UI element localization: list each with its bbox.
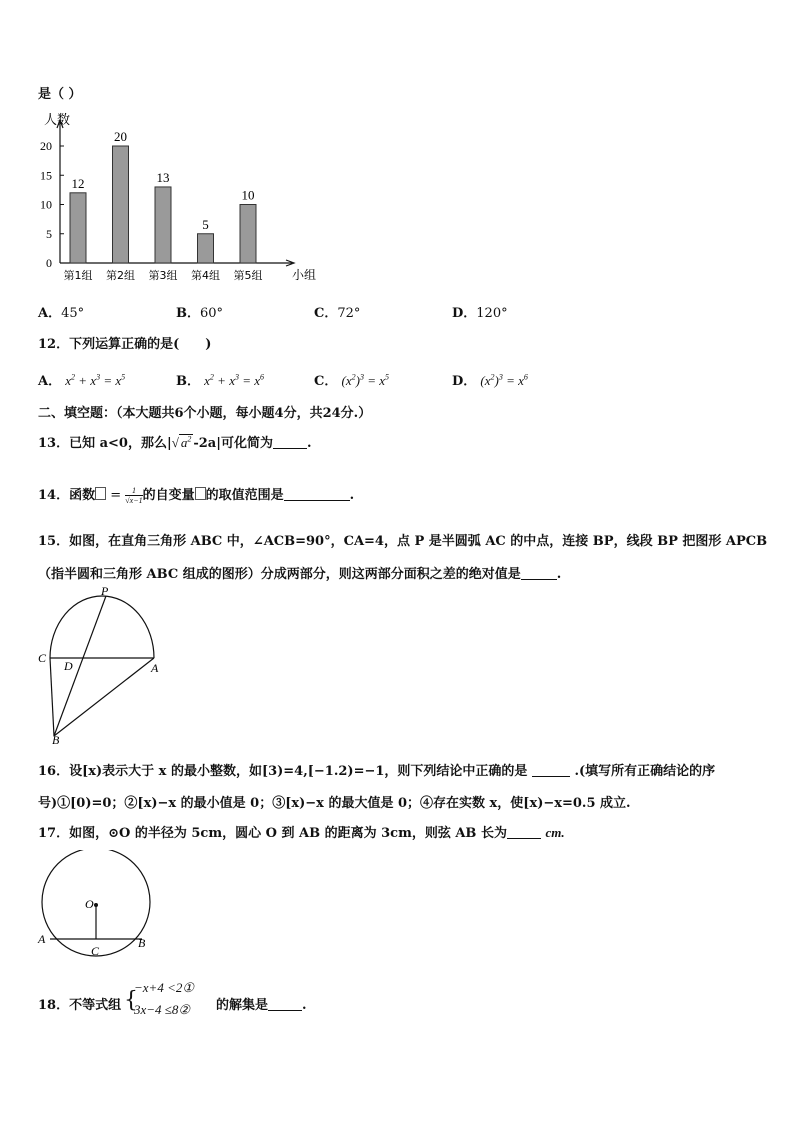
category-label: 第1组 xyxy=(63,269,93,282)
label-d: D xyxy=(64,659,73,673)
bar-value-label: 20 xyxy=(114,129,127,144)
q11-option-d[interactable]: D．120° xyxy=(452,306,508,321)
missing-glyph-box xyxy=(95,487,106,500)
chart-xlabel: 小组 xyxy=(292,268,317,282)
brace: { xyxy=(124,988,138,1013)
q17-answer-blank[interactable] xyxy=(507,826,541,839)
y-tick-label: 15 xyxy=(40,168,52,183)
q13-answer-blank[interactable] xyxy=(273,436,307,449)
q11-option-a[interactable]: A．45° xyxy=(38,306,85,321)
q11-bar-chart xyxy=(30,108,330,290)
bar-value-label: 10 xyxy=(241,187,255,203)
q14-fraction: $\frac{1}{√x-1}$ xyxy=(125,486,143,505)
bar-value-label: 13 xyxy=(156,169,170,185)
label-c: C xyxy=(91,944,100,958)
q17: 17．如图，⊙O 的半径为 5cm，圆心 O 到 AB 的距离为 3cm，则弦 AB 长为 cm. xyxy=(38,825,565,841)
q15-line1: 15．如图，在直角三角形 ABC 中，∠ACB=90°，CA=4，点 P 是半圆弧 AC 的中点，连接 BP，线段 BP 把图形 APCB xyxy=(38,534,768,549)
bar xyxy=(155,187,171,263)
bar xyxy=(70,193,86,263)
label-c: C xyxy=(38,651,47,665)
label-o: O xyxy=(85,897,94,911)
q12-stem: 12．下列运算正确的是( ) xyxy=(38,337,212,352)
y-tick-label: 10 xyxy=(40,197,52,212)
center-dot xyxy=(94,903,98,907)
bar-value-label: 12 xyxy=(71,175,85,191)
q16-line2: 号)①[0)=0；②[x)−x 的最小值是 0；③[x)−x 的最大值是 0；④存在实数 x，使[x)−x=0.5 成立. xyxy=(38,796,631,811)
q14: 14．函数 = $\frac{1}{√x-1}$ 的自变量 的取值范围是 . xyxy=(38,486,355,505)
q11-option-b[interactable]: B．60° xyxy=(176,306,224,321)
bar xyxy=(113,146,129,263)
label-b: B xyxy=(52,733,60,746)
q11-option-c[interactable]: C．72° xyxy=(314,306,361,321)
category-label: 第4组 xyxy=(191,269,220,282)
q11-stem-tail: 是（ ） xyxy=(38,87,82,102)
section-2-heading: 二、填空题：（本大题共6个小题，每小题4分，共24分.） xyxy=(38,406,372,421)
bar xyxy=(240,205,256,264)
q12-option-b[interactable]: B． $x^2 + x^3 = x^6$ xyxy=(176,372,265,389)
q15-answer-blank[interactable] xyxy=(521,567,557,580)
category-label: 第2组 xyxy=(106,269,135,282)
q15-figure xyxy=(34,586,164,746)
missing-glyph-box xyxy=(195,487,206,500)
q18-ineq2: 3x−4 ≤8② xyxy=(134,1002,191,1017)
y-tick-label: 0 xyxy=(46,256,52,270)
q12-option-d[interactable]: D． $(x^2)^3 = x^6$ xyxy=(452,372,528,389)
q18-pre: 18．不等式组 xyxy=(38,998,122,1013)
segment-cb xyxy=(50,658,54,736)
q12-option-c[interactable]: C． $(x^2)^3 = x^5$ xyxy=(314,372,389,389)
label-p: P xyxy=(101,586,109,598)
label-a: A xyxy=(151,661,159,675)
q18-post: 的解集是 . xyxy=(216,998,307,1013)
q18-ineq1: −x+4 <2① xyxy=(134,980,194,995)
q18-answer-blank[interactable] xyxy=(268,998,302,1011)
q13: 13．已知 a<0，那么|√ $a^2$ -2a|可化简为 . xyxy=(38,434,312,451)
q12-option-a[interactable]: A． $x^2 + x^3 = x^5$ xyxy=(38,372,126,389)
y-tick-label: 5 xyxy=(46,226,52,241)
category-label: 第5组 xyxy=(233,269,263,282)
q15-line2: （指半圆和三角形 ABC 组成的图形）分成两部分，则这两部分面积之差的绝对值是 . xyxy=(38,567,562,582)
q14-answer-blank[interactable] xyxy=(284,488,350,501)
label-a: A xyxy=(38,932,46,946)
q16-answer-blank[interactable] xyxy=(532,764,570,777)
bar-value-label: 5 xyxy=(202,216,209,232)
y-tick-label: 20 xyxy=(40,139,52,153)
category-label: 第3组 xyxy=(148,269,178,282)
label-b: B xyxy=(138,936,146,950)
q16-line1: 16．设[x)表示大于 x 的最小整数，如[3)=4,[−1.2)=−1，则下列结论中正确的是 .(填写所有正确结论的序 xyxy=(38,764,716,779)
bar xyxy=(198,234,214,263)
q17-figure xyxy=(34,850,156,962)
chart-ylabel: 人数 xyxy=(44,113,71,128)
